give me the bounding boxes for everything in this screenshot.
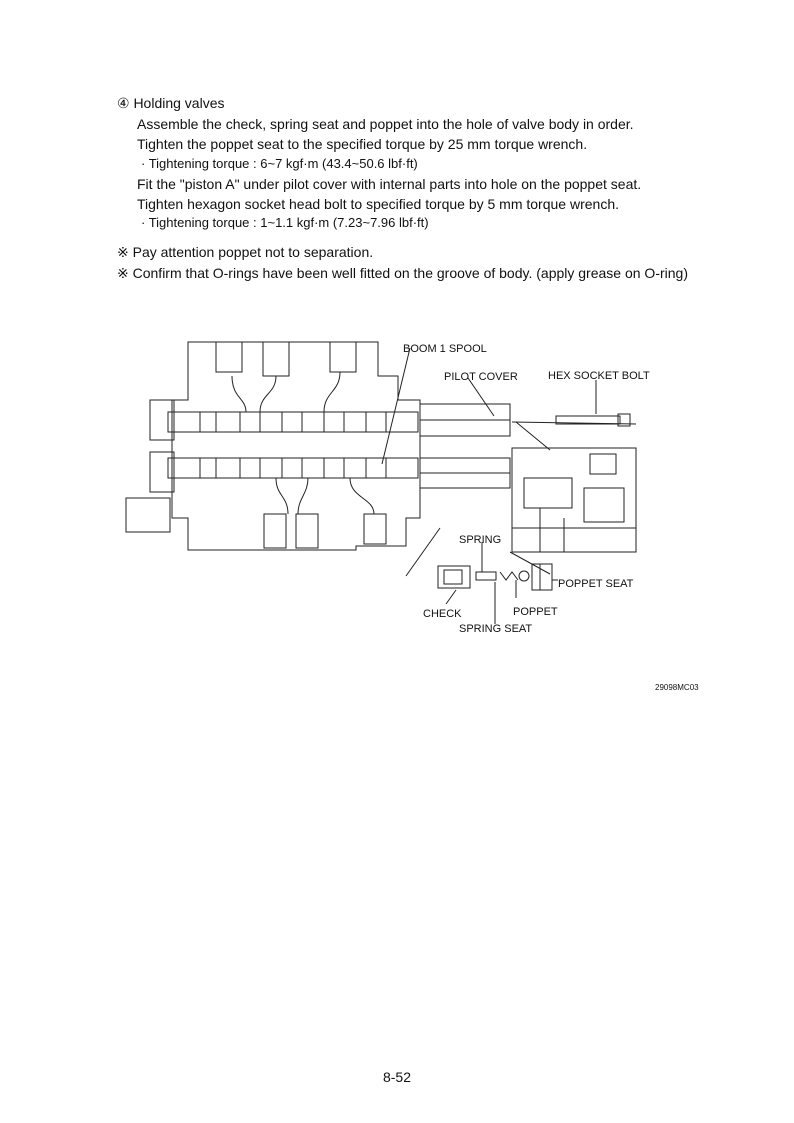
section-heading: ④ Holding valves — [117, 95, 225, 111]
label-spring: SPRING — [459, 534, 502, 546]
label-hex-socket-bolt: HEX SOCKET BOLT — [548, 370, 650, 382]
label-boom-spool: BOOM 1 SPOOL — [403, 343, 487, 355]
torque-spec-2: · Tightening torque : 1~1.1 kgf·m (7.23~7.96 lbf·ft) — [141, 215, 429, 230]
step-assemble: Assemble the check, spring seat and poppet into the hole of valve body in order. — [137, 116, 634, 132]
figure-code: 29098MC03 — [655, 683, 699, 692]
holding-valve-diagram — [120, 328, 680, 648]
step-tighten-bolt: Tighten hexagon socket head bolt to specified torque by 5 mm torque wrench. — [137, 196, 619, 212]
note-poppet: ※ Pay attention poppet not to separation. — [117, 244, 374, 260]
label-poppet-seat: POPPET SEAT — [558, 578, 634, 590]
label-pilot-cover: PILOT COVER — [444, 371, 518, 383]
label-check: CHECK — [423, 608, 462, 620]
torque-spec-1: · Tightening torque : 6~7 kgf·m (43.4~50.6 lbf·ft) — [141, 156, 418, 171]
label-spring-seat: SPRING SEAT — [459, 623, 533, 635]
label-poppet: POPPET — [513, 606, 558, 618]
page-number: 8-52 — [382, 1069, 412, 1085]
step-tighten-seat: Tighten the poppet seat to the specified torque by 25 mm torque wrench. — [137, 136, 588, 152]
note-orings: ※ Confirm that O-rings have been well fitted on the groove of body. (apply grease on O-ring) — [117, 265, 688, 281]
step-fit-piston: Fit the "piston A" under pilot cover with internal parts into hole on the poppet seat. — [137, 176, 642, 192]
